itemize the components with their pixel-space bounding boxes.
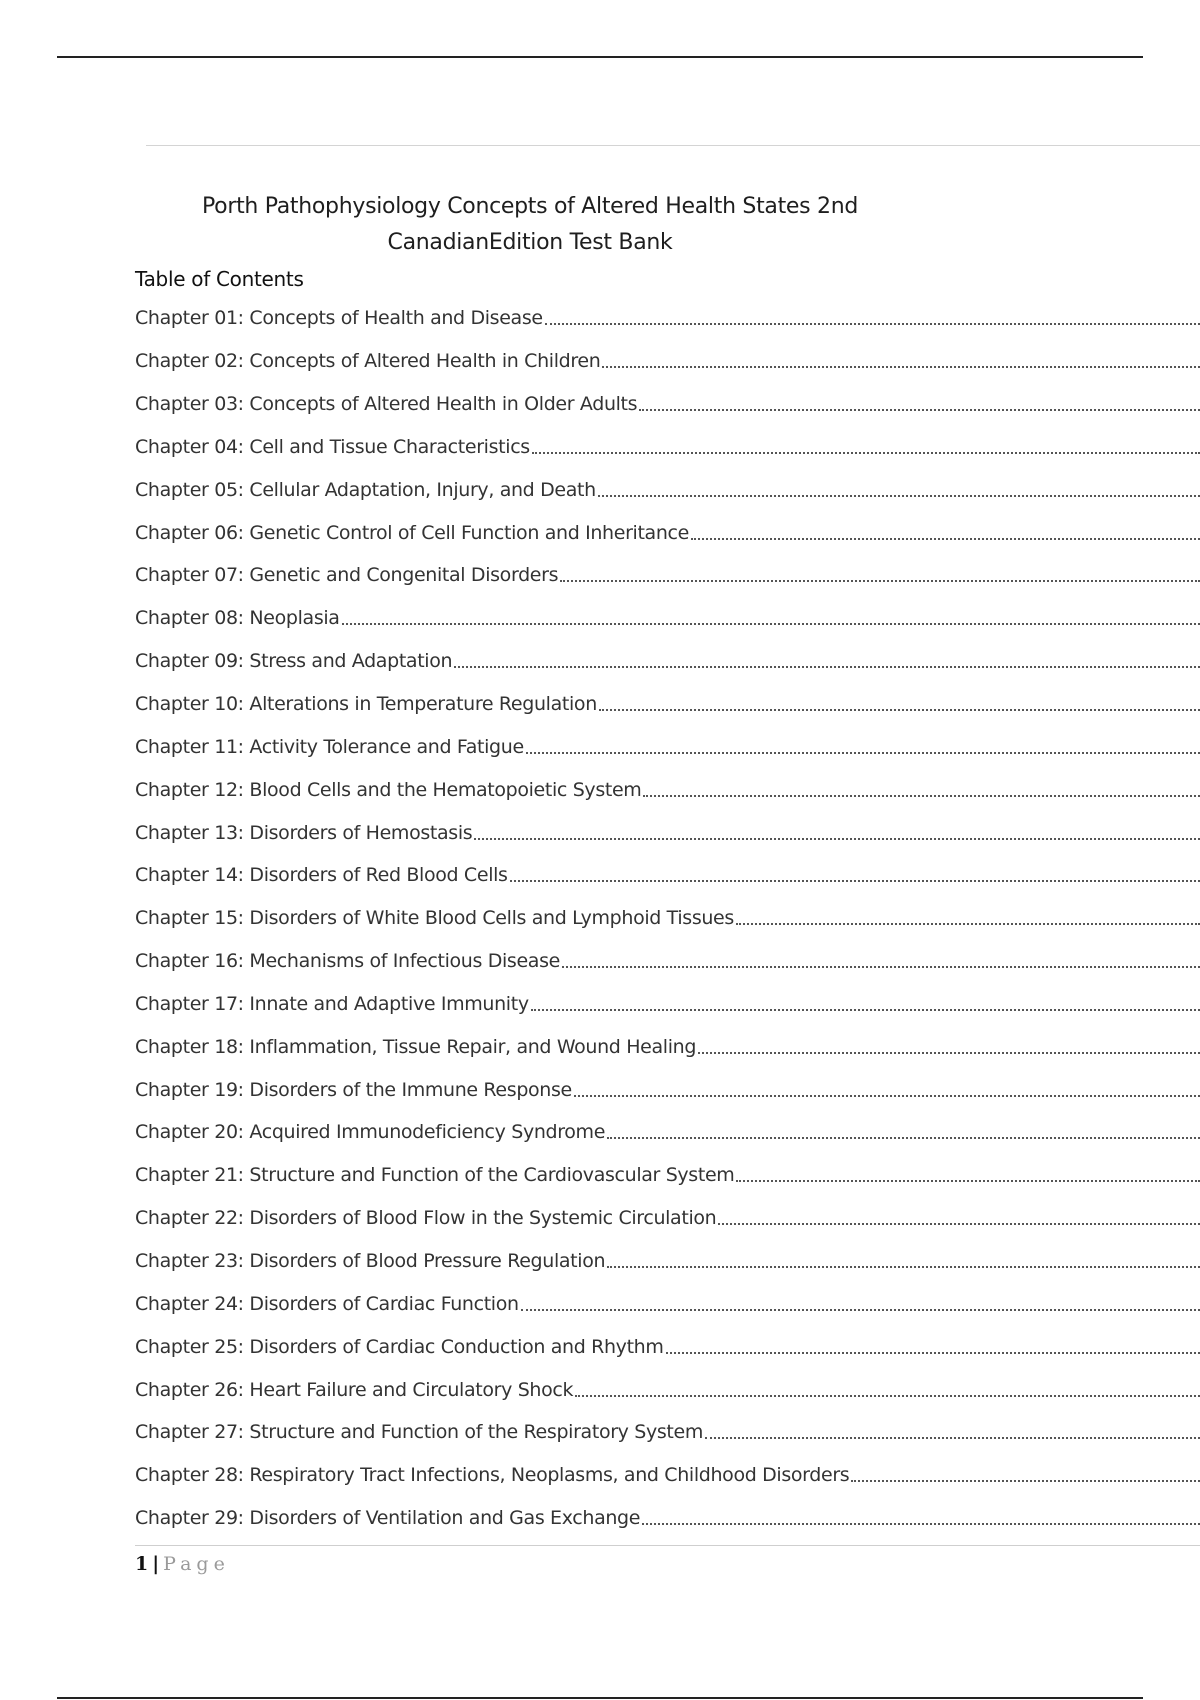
toc-entry[interactable] — [135, 511, 1200, 554]
toc-dot-leader — [691, 538, 1200, 540]
toc-entry[interactable] — [135, 1368, 1200, 1411]
toc-entry[interactable] — [135, 1240, 1200, 1283]
toc-dot-leader — [851, 1480, 1200, 1482]
toc-entry-label: Chapter 14: Disorders of Red Blood Cells — [135, 864, 508, 887]
toc-entry-label: Chapter 28: Respiratory Tract Infections, Neoplasms, and Childhood Disorders — [135, 1464, 850, 1487]
toc-entry[interactable] — [135, 468, 1200, 511]
toc-dot-leader — [607, 1137, 1200, 1139]
toc-dot-leader — [562, 966, 1200, 968]
toc-entry[interactable] — [135, 640, 1200, 683]
top-rule — [57, 56, 1143, 58]
toc-dot-leader — [602, 366, 1200, 368]
page-number: 1 — [135, 1553, 149, 1575]
toc-dot-leader — [666, 1352, 1200, 1354]
toc-entry-label: Chapter 25: Disorders of Cardiac Conduction and Rhythm — [135, 1335, 664, 1358]
toc-entry-label: Chapter 06: Genetic Control of Cell Function and Inheritance — [135, 521, 689, 544]
toc-entry-label: Chapter 03: Concepts of Altered Health in Older Adults — [135, 393, 638, 416]
toc-entry[interactable] — [135, 1454, 1200, 1497]
toc-dot-leader — [736, 1180, 1200, 1182]
toc-entry-label: Chapter 13: Disorders of Hemostasis — [135, 821, 473, 844]
toc-entry-label: Chapter 21: Structure and Function of the Cardiovascular System — [135, 1164, 735, 1187]
toc-dot-leader — [510, 880, 1200, 882]
toc-entry[interactable] — [135, 1154, 1200, 1197]
toc-dot-leader — [598, 495, 1200, 497]
toc-entry-label: Chapter 11: Activity Tolerance and Fatigue — [135, 735, 524, 758]
toc-entry[interactable] — [135, 1497, 1200, 1540]
footer-rule — [135, 1545, 1200, 1546]
page-frame-rule — [146, 145, 1200, 146]
page-label: Page — [163, 1553, 230, 1575]
toc-entry-label: Chapter 20: Acquired Immunodeficiency Syndrome — [135, 1121, 606, 1144]
toc-entry[interactable] — [135, 297, 1200, 340]
toc-entry-label: Chapter 08: Neoplasia — [135, 607, 340, 630]
toc-dot-leader — [545, 323, 1200, 325]
toc-entry-label: Chapter 29: Disorders of Ventilation and Gas Exchange — [135, 1507, 641, 1530]
toc-entry-label: Chapter 16: Mechanisms of Infectious Disease — [135, 950, 560, 973]
toc-entry[interactable] — [135, 1068, 1200, 1111]
toc-dot-leader — [607, 1266, 1200, 1268]
document-title: Porth Pathophysiology Concepts of Altered Health States 2nd CanadianEdition Test Bank — [202, 194, 858, 255]
toc-dot-leader — [574, 1095, 1200, 1097]
toc-entry[interactable] — [135, 725, 1200, 768]
page-footer — [135, 1551, 230, 1577]
toc-dot-leader — [718, 1223, 1200, 1225]
toc-entry[interactable] — [135, 768, 1200, 811]
toc-dot-leader — [642, 1523, 1200, 1525]
toc-entry[interactable] — [135, 811, 1200, 854]
toc-heading: Table of Contents — [135, 267, 304, 291]
toc-entry[interactable] — [135, 683, 1200, 726]
toc-entry-label: Chapter 23: Disorders of Blood Pressure Regulation — [135, 1249, 606, 1272]
toc-entry-label: Chapter 05: Cellular Adaptation, Injury, and Death — [135, 478, 596, 501]
toc-dot-leader — [531, 1009, 1200, 1011]
toc-dot-leader — [643, 795, 1200, 797]
toc-entry[interactable] — [135, 983, 1200, 1026]
toc-dot-leader — [599, 709, 1200, 711]
toc-entry[interactable] — [135, 854, 1200, 897]
page-separator: | — [152, 1553, 160, 1575]
toc-entry[interactable] — [135, 554, 1200, 597]
toc-entry[interactable] — [135, 1282, 1200, 1325]
toc-dot-leader — [698, 1052, 1200, 1054]
toc-entry-label: Chapter 17: Innate and Adaptive Immunity — [135, 992, 529, 1015]
toc-dot-leader — [526, 752, 1200, 754]
toc-entry[interactable] — [135, 1111, 1200, 1154]
bottom-rule — [57, 1697, 1143, 1699]
toc-entry[interactable] — [135, 897, 1200, 940]
toc-entry-label: Chapter 19: Disorders of the Immune Response — [135, 1078, 572, 1101]
toc-dot-leader — [575, 1395, 1200, 1397]
toc-dot-leader — [454, 666, 1200, 668]
toc-dot-leader — [639, 409, 1200, 411]
toc-entry[interactable] — [135, 1197, 1200, 1240]
toc-entry-label: Chapter 18: Inflammation, Tissue Repair, and Wound Healing — [135, 1035, 697, 1058]
toc-dot-leader — [474, 838, 1200, 840]
toc-entry-label: Chapter 12: Blood Cells and the Hematopoietic System — [135, 778, 642, 801]
toc-entry[interactable] — [135, 940, 1200, 983]
toc-entry-label: Chapter 01: Concepts of Health and Disease — [135, 307, 543, 330]
toc-entry[interactable] — [135, 597, 1200, 640]
toc-dot-leader — [532, 452, 1200, 454]
toc-entry-label: Chapter 15: Disorders of White Blood Cells and Lymphoid Tissues — [135, 907, 734, 930]
toc-entry[interactable] — [135, 1411, 1200, 1454]
toc-entry-label: Chapter 22: Disorders of Blood Flow in the Systemic Circulation — [135, 1207, 717, 1230]
toc-entry[interactable] — [135, 426, 1200, 469]
toc-entry-label: Chapter 09: Stress and Adaptation — [135, 650, 453, 673]
toc-dot-leader — [705, 1437, 1200, 1439]
toc-entry-label: Chapter 07: Genetic and Congenital Disorders — [135, 564, 559, 587]
toc-dot-leader — [736, 923, 1200, 925]
toc-entry-label: Chapter 04: Cell and Tissue Characteristics — [135, 435, 530, 458]
toc-entry-label: Chapter 24: Disorders of Cardiac Function — [135, 1292, 519, 1315]
toc-dot-leader — [521, 1309, 1200, 1311]
table-of-contents — [135, 297, 1200, 1539]
toc-dot-leader — [560, 580, 1200, 582]
toc-entry-label: Chapter 02: Concepts of Altered Health in Children — [135, 350, 601, 373]
toc-dot-leader — [342, 623, 1200, 625]
toc-entry-label: Chapter 26: Heart Failure and Circulatory Shock — [135, 1378, 574, 1401]
toc-entry[interactable] — [135, 1025, 1200, 1068]
toc-entry[interactable] — [135, 1325, 1200, 1368]
toc-entry[interactable] — [135, 340, 1200, 383]
toc-entry-label: Chapter 10: Alterations in Temperature Regulation — [135, 693, 597, 716]
toc-entry-label: Chapter 27: Structure and Function of the Respiratory System — [135, 1421, 704, 1444]
toc-entry[interactable] — [135, 383, 1200, 426]
